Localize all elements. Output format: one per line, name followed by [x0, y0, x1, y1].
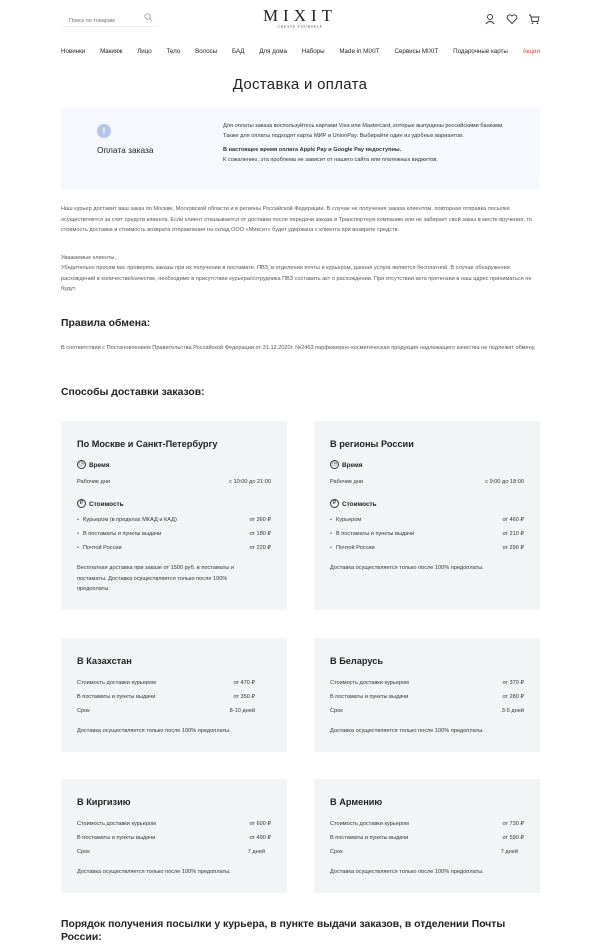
term-value: 8-10 дней: [229, 708, 255, 714]
header: [0, 0, 600, 36]
delivery-methods-title: Способы доставки заказов:: [61, 387, 205, 398]
cost-row-label: В постаматы и пункты выдачи: [77, 694, 156, 700]
card-title: В регионы России: [330, 439, 414, 449]
cost-row-value: от 370 ₽: [502, 680, 524, 686]
cost-row: [77, 531, 271, 537]
logo-text: MIXIT: [262, 6, 338, 25]
delivery-card-moscow: [61, 421, 287, 610]
card-note: Бесплатная доставка при заказе от 1500 руб. в постаматы и постаматы. Доставка осуществляется только после 100% предоплаты.: [77, 565, 234, 592]
cost-row: [330, 680, 524, 686]
cost-row-value: от 280 ₽: [502, 694, 524, 700]
working-hours-row: [330, 479, 524, 485]
cost-row-value: от 590 ₽: [502, 835, 524, 841]
delivery-card-kyrgyzstan: [61, 779, 287, 893]
time-heading: [330, 461, 362, 470]
exchange-text: В соответствии с Постановлением Правительства Российской Федерации от 31.12.2020г. №2463 парфюмерно-косметическая продукция надлежащего качества не подлежит обмену.: [61, 345, 536, 351]
cost-row: [330, 545, 524, 551]
cost-row-label: Стоимость доставки курьером: [77, 821, 156, 827]
heart-icon[interactable]: [506, 12, 518, 24]
card-note: Доставка осуществляется только после 100% предоплаты.: [77, 869, 231, 875]
nav-item[interactable]: Для дома: [259, 47, 287, 55]
working-hours-row: [77, 479, 271, 485]
cost-row-label: Стоимость доставки курьером: [330, 821, 409, 827]
term-value: 3-5 дней: [501, 708, 524, 714]
search-icon[interactable]: [144, 13, 153, 22]
time-heading: [77, 461, 109, 470]
cost-row: [330, 531, 524, 537]
cost-row-label: Стоимость доставки курьером: [77, 680, 156, 686]
ruble-icon: ₽: [330, 499, 339, 508]
cost-row: [77, 680, 271, 686]
payment-note: К сожалению, эта проблема не зависит от нашего сайта или платежных виджетов.: [223, 156, 438, 163]
cost-row-value: от 490 ₽: [249, 835, 271, 841]
days-label: Рабочие дни: [330, 479, 364, 485]
cost-row-label: Курьером: [335, 517, 362, 523]
cost-row: [77, 821, 271, 827]
notice-greeting: Уважаемые клиенты,: [61, 255, 116, 261]
cost-label: Стоимость: [342, 501, 377, 509]
cost-row-value: от 180 ₽: [249, 531, 271, 537]
card-title: В Казахстан: [77, 656, 132, 666]
term-label: Срок: [77, 708, 90, 714]
card-note: Доставка осуществляется только после 100% предоплаты.: [330, 565, 484, 571]
days-value: с 10:00 до 21:00: [229, 479, 271, 485]
term-row: [77, 708, 271, 714]
payment-description: Для оплаты заказа воспользуйтесь картами Visa или Mastercard, которые выпущены российскими банками. Также для оплаты подходят карты МИР и UnionPay. Выбирайте один из удобных вариантов.: [223, 123, 504, 139]
cost-row-value: от 600 ₽: [249, 821, 271, 827]
term-label: Срок: [330, 849, 343, 855]
logo-tagline: CREATE YOURSELF: [277, 25, 323, 29]
cost-row-label: В постаматы и пункты выдачи: [82, 531, 162, 537]
nav-item[interactable]: Made in MIXIT: [339, 47, 380, 55]
card-note: Доставка осуществляется только после 100% предоплаты.: [77, 728, 231, 734]
term-row: [330, 849, 524, 855]
logo[interactable]: [262, 7, 338, 29]
delivery-paragraph: Наш курьер доставит ваш заказ по Москве, Московской области и в регионы Российской Федерации. В случае не получения заказа клиентом, повторная отправка посылки осуществляется за счет средств клиента. Если клиент отказывается от доставки после передачи заказа в Транспортную компанию или не забирает свой заказ в месте вручения, то стоимость доставки и стоимость возврата отправления на склад ООО «Миксит» будет удержана с клиента при возврате средств.: [61, 206, 532, 233]
cost-row: [330, 694, 524, 700]
cost-label: Стоимость: [89, 501, 124, 509]
time-label: Время: [89, 462, 110, 470]
days-value: с 9:00 до 18:00: [485, 479, 524, 485]
nav-item-sale[interactable]: Акции: [522, 47, 540, 55]
nav-item[interactable]: Подарочные карты: [453, 47, 508, 55]
cost-row: [77, 545, 271, 551]
cost-row-value: от 290 ₽: [502, 545, 524, 551]
cost-row: [77, 835, 271, 841]
search-input[interactable]: [61, 13, 141, 29]
nav-item[interactable]: Новинки: [61, 47, 86, 55]
term-row: [330, 708, 524, 714]
payment-warning: В настоящее время оплата Apple Pay и Google Pay недоступны.: [223, 147, 402, 154]
cost-row-label: Почтой России: [82, 545, 122, 551]
ruble-icon: ₽: [77, 499, 86, 508]
cost-row-value: от 220 ₽: [249, 545, 271, 551]
cart-icon[interactable]: [528, 12, 540, 24]
cost-row-label: Курьером (в пределах МКАД и КАД): [82, 517, 177, 523]
nav-item[interactable]: Волосы: [195, 47, 218, 55]
nav-item[interactable]: БАД: [232, 47, 245, 55]
cost-heading: [330, 500, 377, 509]
cost-row-label: В постаматы и пункты выдачи: [330, 835, 409, 841]
cost-row-value: от 460 ₽: [502, 517, 524, 523]
nav-item[interactable]: Сервисы MIXIT: [394, 47, 439, 55]
notice-paragraph: Убедительно просим вас проверять заказы при их получении в постамате, ПВЗ, в отделении почты и курьером, данная услуга является бесплатной. В случае обнаружения расхождений в количестве/качестве, необходимо в присутствии курьера/сотрудника ПВЗ составить акт о расхождении. При отсутствии акта претензии в наш адрес приниматься не будут.: [61, 265, 532, 292]
term-value: 7 дней: [247, 849, 265, 855]
payment-text: [223, 122, 505, 165]
term-row: [77, 849, 271, 855]
term-label: Срок: [330, 708, 343, 714]
cost-row-value: от 730 ₽: [502, 821, 524, 827]
card-title: В Беларусь: [330, 656, 383, 666]
payment-box: [61, 108, 540, 190]
clock-icon: ◷: [330, 460, 339, 469]
delivery-card-regions: [314, 421, 540, 610]
main-nav: [61, 45, 540, 57]
card-title: В Киргизию: [77, 797, 131, 807]
days-label: Рабочие дни: [77, 479, 111, 485]
search-bar[interactable]: [61, 9, 157, 27]
card-note: Доставка осуществляется только после 100% предоплаты.: [330, 728, 484, 734]
card-note: Доставка осуществляется только после 100% предоплаты.: [330, 869, 484, 875]
cost-row: [330, 821, 524, 827]
page-title: Доставка и оплата: [232, 76, 368, 93]
cost-row-label: Стоимость доставки курьером: [330, 680, 409, 686]
nav-item[interactable]: Лицо: [137, 47, 152, 55]
cost-row-label: В постаматы и пункты выдачи: [335, 531, 415, 537]
cost-row: [330, 517, 524, 523]
user-icon[interactable]: [484, 12, 496, 24]
card-title: По Москве и Санкт-Петербургу: [77, 439, 218, 449]
cost-row: [330, 835, 524, 841]
delivery-card-belarus: [314, 638, 540, 752]
nav-item[interactable]: Тело: [166, 47, 181, 55]
cost-row-value: от 360 ₽: [249, 517, 271, 523]
delivery-card-armenia: [314, 779, 540, 893]
cost-row-value: от 470 ₽: [233, 680, 255, 686]
card-title: В Армению: [330, 797, 383, 807]
cost-heading: [77, 500, 124, 509]
exchange-title: Правила обмена:: [61, 318, 151, 329]
cost-row: [77, 517, 271, 523]
order-receipt-title: Порядок получения посылки у курьера, в пункте выдачи заказов, в отделении Почты России:: [61, 919, 506, 943]
clock-icon: ◷: [77, 460, 86, 469]
term-value: 7 дней: [500, 849, 518, 855]
delivery-card-kazakhstan: [61, 638, 287, 752]
cost-row-label: В постаматы и пункты выдачи: [330, 694, 409, 700]
time-label: Время: [342, 462, 363, 470]
nav-item[interactable]: Наборы: [301, 47, 325, 55]
cost-row-value: от 210 ₽: [502, 531, 524, 537]
payment-title: Оплата заказа: [97, 145, 154, 155]
term-label: Срок: [77, 849, 90, 855]
header-icons: [484, 12, 540, 24]
info-icon: !: [97, 124, 111, 138]
cost-row-value: от 350 ₽: [233, 694, 255, 700]
nav-item[interactable]: Макияж: [100, 47, 123, 55]
cost-row-label: Почтой России: [335, 545, 375, 551]
cost-row-label: В постаматы и пункты выдачи: [77, 835, 156, 841]
cost-row: [77, 694, 271, 700]
